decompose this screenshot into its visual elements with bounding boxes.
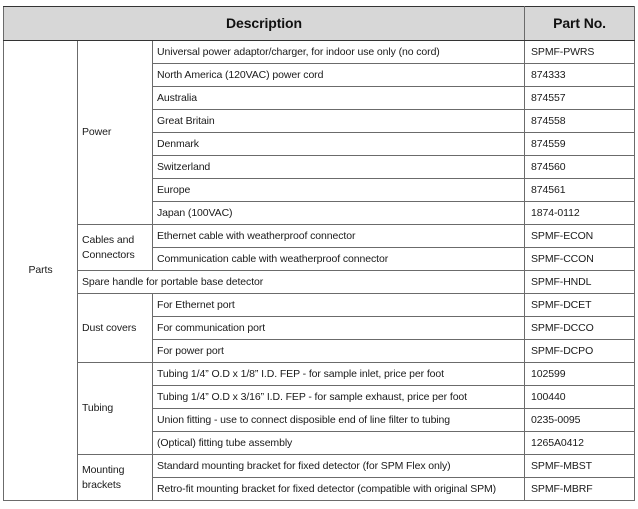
table-row [4,455,635,478]
group-power: Power [78,41,153,225]
row-part-number: SPMF-ECON [525,225,635,248]
table-row [4,363,635,386]
row-description: Denmark [153,133,525,156]
row-part-number: 874558 [525,110,635,133]
row-description: Retro-fit mounting bracket for fixed detector (compatible with original SPM) [153,478,525,501]
row-part-number: 874560 [525,156,635,179]
row-description: North America (120VAC) power cord [153,64,525,87]
row-part-number: 1874-0112 [525,202,635,225]
row-part-number: 874561 [525,179,635,202]
row-part-number: SPMF-MBRF [525,478,635,501]
row-description: Japan (100VAC) [153,202,525,225]
row-part-number: SPMF-DCPO [525,340,635,363]
table-row [4,271,635,294]
row-part-number: 100440 [525,386,635,409]
group-mounting-line-1: Mounting [82,463,125,476]
group-dust-covers: Dust covers [78,294,153,363]
table-header-row [4,7,635,41]
group-cables-connectors [78,225,153,271]
part-no-header: Part No. [525,7,635,41]
row-description: Union fitting - use to connect disposible end of line filter to tubing [153,409,525,432]
row-description: Great Britain [153,110,525,133]
table-row [4,41,635,64]
row-part-number: 102599 [525,363,635,386]
row-part-number: SPMF-HNDL [525,271,635,294]
row-part-number: 1265A0412 [525,432,635,455]
row-description: Tubing 1/4” O.D x 3/16” I.D. FEP - for sample exhaust, price per foot [153,386,525,409]
row-description: Communication cable with weatherproof connector [153,248,525,271]
row-description: Ethernet cable with weatherproof connector [153,225,525,248]
group-spare-handle: Spare handle for portable base detector [78,271,525,294]
row-part-number: SPMF-CCON [525,248,635,271]
row-description: For Ethernet port [153,294,525,317]
row-part-number: 874333 [525,64,635,87]
parts-table [3,6,635,501]
row-part-number: SPMF-PWRS [525,41,635,64]
row-description: Tubing 1/4” O.D x 1/8” I.D. FEP - for sample inlet, price per foot [153,363,525,386]
row-description: (Optical) fitting tube assembly [153,432,525,455]
row-part-number: 0235-0095 [525,409,635,432]
row-part-number: 874559 [525,133,635,156]
row-description: Europe [153,179,525,202]
row-description: For power port [153,340,525,363]
row-description: Switzerland [153,156,525,179]
group-mounting-brackets [78,455,153,501]
group-tubing: Tubing [78,363,153,455]
row-part-number: SPMF-DCET [525,294,635,317]
row-part-number: SPMF-MBST [525,455,635,478]
group-mounting-line-2: brackets [82,478,121,491]
row-part-number: SPMF-DCCO [525,317,635,340]
row-description: For communication port [153,317,525,340]
description-header: Description [4,7,525,41]
table-row [4,225,635,248]
parts-category-cell: Parts [4,41,78,501]
row-part-number: 874557 [525,87,635,110]
row-description: Standard mounting bracket for fixed detector (for SPM Flex only) [153,455,525,478]
table-row [4,294,635,317]
group-cables-line-2: Connectors [82,248,135,261]
group-cables-line-1: Cables and [82,233,135,246]
row-description: Australia [153,87,525,110]
row-description: Universal power adaptor/charger, for indoor use only (no cord) [153,41,525,64]
